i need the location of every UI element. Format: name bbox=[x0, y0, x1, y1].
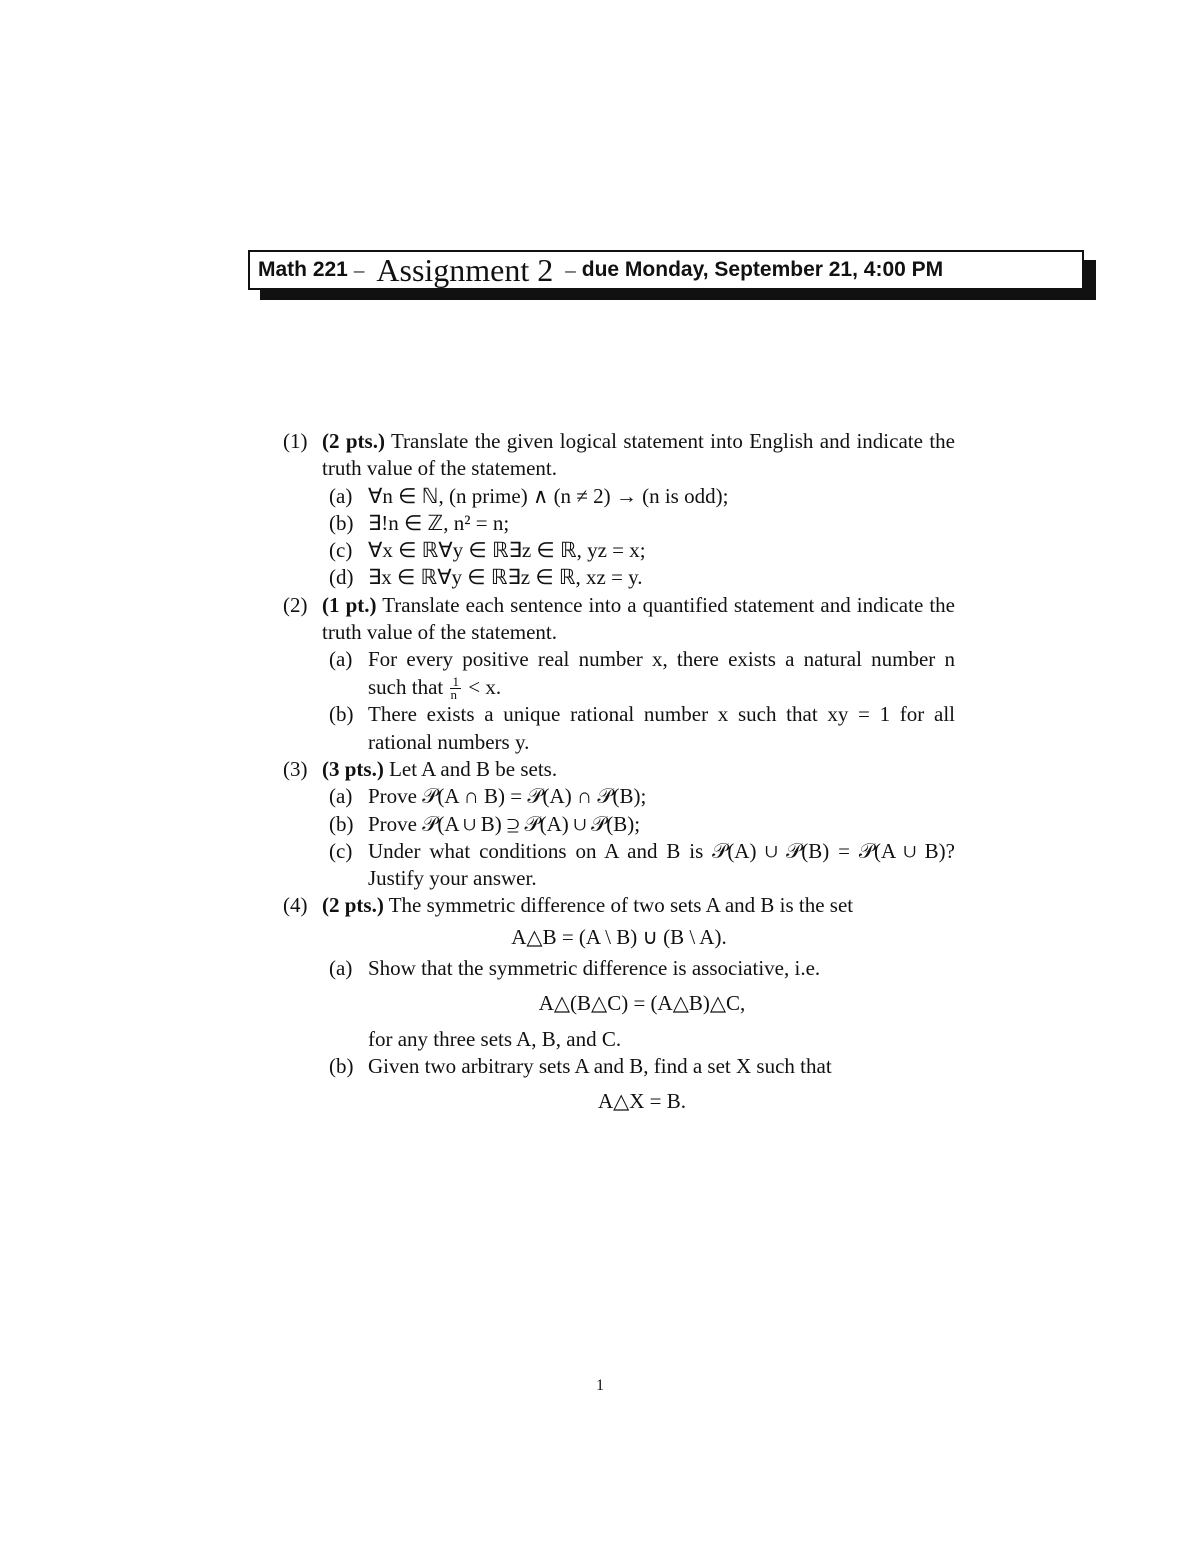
problem-text: Translate the given logical statement into English and indicate the truth value of the statement. bbox=[322, 429, 955, 481]
problem-list bbox=[283, 428, 955, 1124]
display-equation: A△(B△C) = (A△B)△C, bbox=[538, 991, 746, 1016]
part-text-after: < x. bbox=[468, 674, 502, 699]
part-label: (b) bbox=[329, 1053, 354, 1078]
problem-4 bbox=[283, 892, 955, 919]
part-label: (b) bbox=[329, 811, 354, 836]
problem-points: (2 pts.) bbox=[322, 429, 385, 453]
course-name: Math 221 bbox=[258, 258, 348, 281]
problem-2-part-a bbox=[283, 646, 955, 701]
title-box bbox=[248, 250, 1084, 290]
part-label: (b) bbox=[329, 510, 354, 535]
problem-number: (1) bbox=[283, 429, 308, 453]
problem-1 bbox=[283, 428, 955, 483]
problem-text: Translate each sentence into a quantified statement and indicate the truth value of the statement. bbox=[322, 592, 955, 645]
part-label: (b) bbox=[329, 702, 354, 727]
part-text: Under what conditions on A and B is 𝒫(A) ∪ 𝒫(B) = 𝒫(A ∪ B)? Justify your answer. bbox=[368, 838, 955, 891]
title-dash-2: – bbox=[565, 257, 576, 282]
problem-1-part-c bbox=[283, 537, 955, 564]
part-label: (a) bbox=[329, 956, 353, 981]
problem-3-part-b bbox=[283, 811, 955, 838]
problem-1-part-d bbox=[283, 564, 955, 591]
problem-4-part-a bbox=[283, 955, 955, 982]
problem-2-part-b bbox=[283, 701, 955, 756]
problem-number: (2) bbox=[283, 592, 308, 617]
part-text: Prove 𝒫(A ∩ B) = 𝒫(A) ∩ 𝒫(B); bbox=[368, 784, 647, 809]
page-number: 1 bbox=[596, 1377, 604, 1394]
problem-3-part-c bbox=[283, 838, 955, 893]
part-text: Prove 𝒫(A ∪ B) ⊇ 𝒫(A) ∪ 𝒫(B); bbox=[368, 811, 641, 836]
problem-points: (2 pts.) bbox=[322, 893, 384, 918]
part-label: (a) bbox=[329, 784, 353, 809]
part-text: For every positive real number x, there exists a natural number n such that bbox=[368, 647, 955, 699]
part-label: (a) bbox=[329, 483, 353, 508]
problem-1-part-a bbox=[283, 483, 955, 510]
part-text: ∃!n ∈ ℤ, n² = n; bbox=[368, 510, 510, 535]
problem-number: (3) bbox=[283, 756, 308, 781]
due-date: due Monday, September 21, 4:00 PM bbox=[581, 258, 944, 281]
fraction-numerator: 1 bbox=[452, 674, 459, 690]
part-text: Given two arbitrary sets A and B, find a set X such that bbox=[368, 1053, 832, 1078]
part-continuation: for any three sets A, B, and C. bbox=[368, 1026, 622, 1051]
fraction bbox=[450, 676, 461, 701]
problem-number: (4) bbox=[283, 893, 308, 918]
problem-3-part-a bbox=[283, 783, 955, 810]
part-label: (c) bbox=[329, 538, 353, 563]
part-text: Show that the symmetric difference is associative, i.e. bbox=[368, 956, 821, 981]
part-text: ∀x ∈ ℝ∀y ∈ ℝ∃z ∈ ℝ, yz = x; bbox=[368, 538, 646, 563]
part-text: ∀n ∈ ℕ, (n prime) ∧ (n ≠ 2) → (n is odd); bbox=[368, 483, 729, 508]
title-dash-1: – bbox=[353, 257, 365, 282]
problem-points: (1 pt.) bbox=[322, 592, 377, 617]
problem-2 bbox=[283, 592, 955, 647]
problem-points: (3 pts.) bbox=[322, 756, 384, 781]
problem-text: Let A and B be sets. bbox=[389, 756, 558, 781]
problem-3 bbox=[283, 756, 955, 783]
assignment-title: Assignment 2 bbox=[376, 251, 554, 288]
part-label: (d) bbox=[329, 565, 354, 590]
display-equation: A△X = B. bbox=[597, 1089, 687, 1114]
problem-1-part-b bbox=[283, 510, 955, 537]
part-text: ∃x ∈ ℝ∀y ∈ ℝ∃z ∈ ℝ, xz = y. bbox=[368, 565, 643, 590]
display-equation: A△B = (A \ B) ∪ (B \ A). bbox=[511, 924, 727, 949]
fraction-denominator: n bbox=[450, 687, 457, 703]
part-text: There exists a unique rational number x such that xy = 1 for all rational numbers y. bbox=[368, 702, 955, 754]
part-label: (a) bbox=[329, 647, 353, 672]
problem-text: The symmetric difference of two sets A and B is the set bbox=[388, 893, 854, 918]
part-label: (c) bbox=[329, 838, 353, 863]
problem-4-part-b bbox=[283, 1053, 955, 1080]
